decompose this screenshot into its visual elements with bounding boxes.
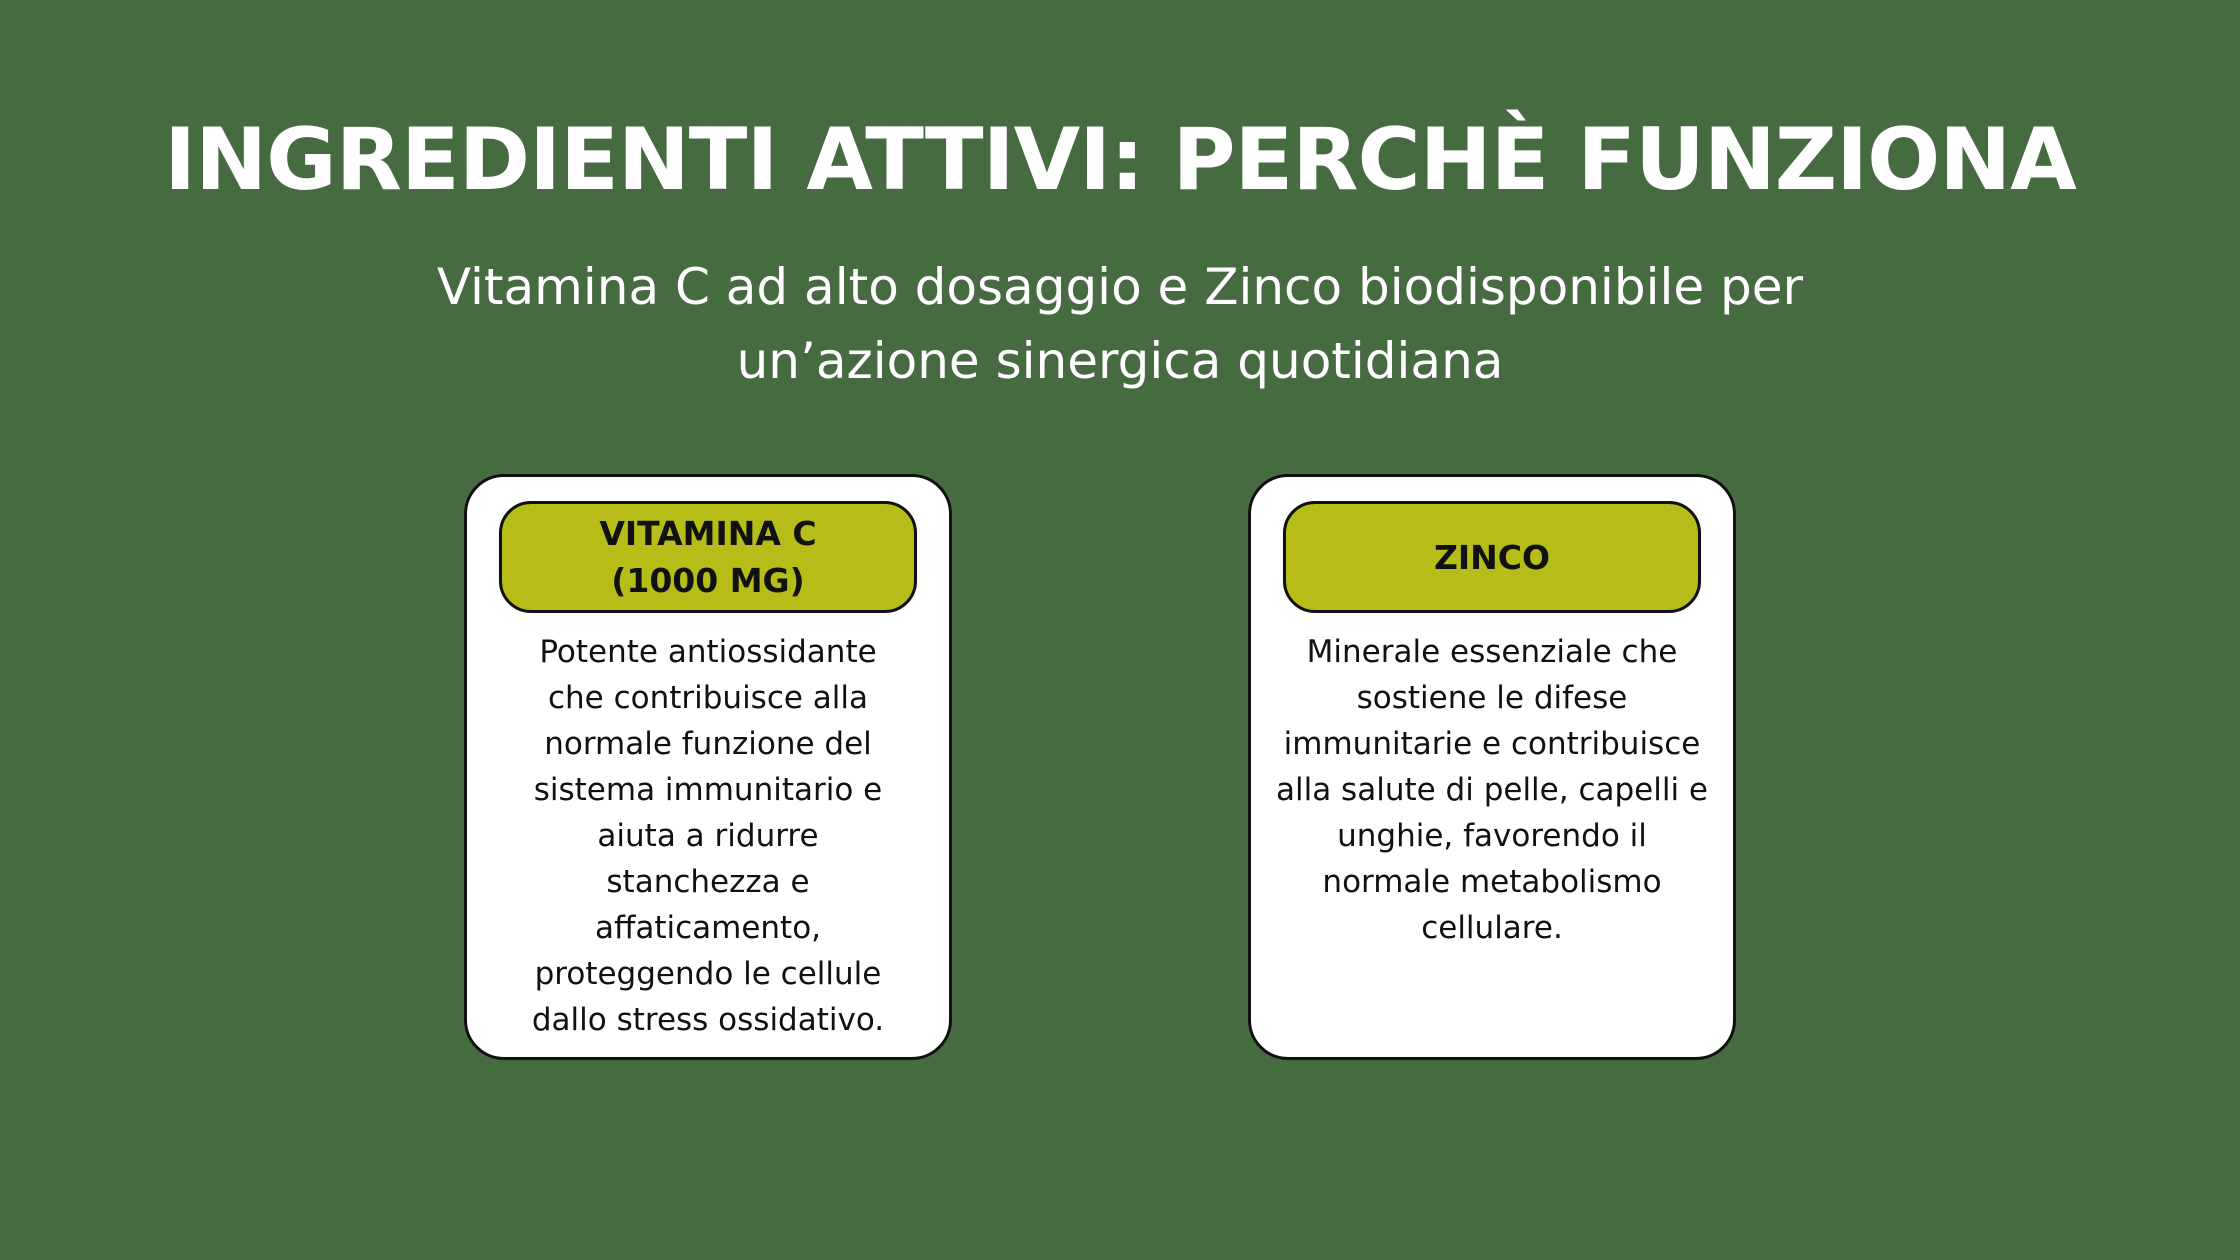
description-line: sostiene le difese xyxy=(1356,680,1628,716)
description-line: immunitarie e contribuisce xyxy=(1283,726,1701,762)
description-line: cellulare. xyxy=(1421,910,1563,946)
ingredient-description xyxy=(467,629,949,1043)
badge-label-line: (1000 MG) xyxy=(611,561,805,600)
description-line: normale funzione del xyxy=(544,726,872,762)
description-line: Potente antiossidante xyxy=(539,634,877,670)
description-line: aiuta a ridurre xyxy=(597,818,819,854)
page-title: INGREDIENTI ATTIVI: PERCHÈ FUNZIONA xyxy=(164,110,2076,210)
ingredient-card-vitamin-c xyxy=(464,474,952,1060)
description-line: stanchezza e xyxy=(606,864,810,900)
ingredient-badge xyxy=(499,501,917,613)
ingredient-description xyxy=(1251,629,1733,951)
description-line: proteggendo le cellule xyxy=(534,956,882,992)
description-line: alla salute di pelle, capelli e xyxy=(1275,772,1709,808)
page-subtitle xyxy=(340,250,1900,398)
description-line: che contribuisce alla xyxy=(547,680,869,716)
description-line: dallo stress ossidativo. xyxy=(531,1002,885,1038)
subtitle-line: Vitamina C ad alto dosaggio e Zinco biodisponibile per xyxy=(436,258,1804,316)
ingredient-card-zinc xyxy=(1248,474,1736,1060)
ingredient-badge xyxy=(1283,501,1701,613)
description-line: affaticamento, xyxy=(594,910,822,946)
description-line: unghie, favorendo il xyxy=(1337,818,1647,854)
subtitle-line: un’azione sinergica quotidiana xyxy=(736,332,1504,390)
badge-label-line: VITAMINA C xyxy=(599,514,817,553)
description-line: Minerale essenziale che xyxy=(1306,634,1678,670)
description-line: sistema immunitario e xyxy=(533,772,883,808)
badge-label-line: ZINCO xyxy=(1433,537,1551,577)
description-line: normale metabolismo xyxy=(1322,864,1662,900)
